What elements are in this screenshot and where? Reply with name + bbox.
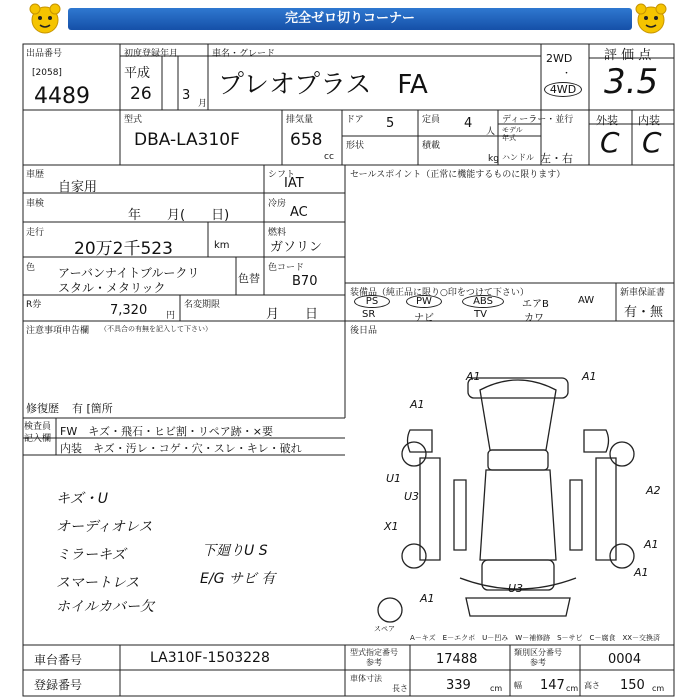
load-unit: kg: [488, 154, 499, 164]
inspector-label: 検査員 記入欄: [24, 422, 52, 444]
mark-a2: A2: [646, 484, 661, 497]
shift-value: IAT: [284, 176, 304, 191]
category-number-sub: 参考: [530, 658, 546, 667]
category-number-value: 0004: [608, 652, 642, 667]
interior-label: 内装: [638, 114, 660, 127]
capacity-label: 定員: [422, 115, 441, 125]
color-change-label: 色替: [238, 272, 260, 285]
lot-label: 出品番号: [26, 49, 63, 59]
height-label: 高さ: [584, 681, 600, 690]
inspection-label: 車検: [26, 199, 45, 209]
remark-1: キズ・U: [56, 491, 108, 507]
mark-a1-front: A1: [466, 370, 481, 383]
length-sub: 長さ: [392, 684, 408, 693]
length-value: 339: [446, 678, 471, 693]
model-label: 型式: [124, 115, 143, 125]
mileage-value: 20万2千523: [74, 239, 173, 259]
width-value: 147: [540, 678, 565, 693]
remark-5: ホイルカバー欠: [56, 599, 154, 615]
drive-2wd: 2WD: [546, 52, 573, 65]
remark-right-2: E/G サビ 有: [200, 571, 276, 587]
sales-point-label: セールスポイント（正常に機能するものに限ります）: [350, 170, 566, 180]
mark-a1-right-rear: A1: [634, 566, 649, 579]
doors-label: ドア: [346, 115, 364, 125]
mileage-unit: km: [214, 240, 230, 251]
reg-number-label: 登録番号: [34, 678, 83, 692]
recycle-value: 7,320: [110, 303, 148, 318]
length-label: 車体寸法: [350, 674, 382, 683]
recycle-unit: 円: [166, 311, 176, 321]
displacement-unit: cc: [324, 152, 334, 162]
height-unit: cm: [652, 684, 665, 693]
mark-a1-front-right: A1: [582, 370, 597, 383]
legend: A－キズ E－エクボ U－凹み W－補修跡 S－サビ C－腐食 XX－交換済: [410, 634, 661, 642]
dealer-label: ディーラー・並行: [502, 115, 574, 125]
exterior-value: C: [600, 126, 620, 159]
equipment-abs: ABS: [462, 295, 504, 308]
mark-u1: U1: [386, 472, 402, 485]
load-label: 積載: [422, 141, 441, 151]
inspection-value: 年 月( 日): [128, 208, 230, 223]
color-code-value: B70: [292, 274, 318, 289]
mark-x1: X1: [384, 520, 399, 533]
remark-3: ミラーキズ: [56, 547, 126, 563]
exterior-label: 外装: [596, 114, 618, 127]
mark-a1-rear-left: A1: [420, 592, 435, 605]
equipment-pw: PW: [406, 295, 442, 308]
lot-number: 4489: [34, 84, 90, 109]
mileage-label: 走行: [26, 228, 45, 238]
score-label: 評 価 点: [604, 48, 652, 63]
mark-u3-rear: U3: [508, 582, 524, 595]
fuel-value: ガソリン: [270, 240, 323, 255]
equipment-leather: カワ: [524, 313, 544, 324]
mark-a1-right: A1: [644, 538, 659, 551]
notes-label: 注意事項申告欄: [26, 326, 90, 336]
equipment-ps: PS: [354, 295, 390, 308]
registration-label: 初度登録年月: [124, 49, 179, 59]
notes-sub: （不具合の有無を記入して下さい）: [100, 325, 212, 333]
warranty-label: 新車保証書: [620, 288, 666, 298]
displacement-value: 658: [290, 130, 323, 150]
remark-right-1: 下廻りU S: [202, 543, 268, 559]
height-value: 150: [620, 678, 645, 693]
width-label: 幅: [514, 681, 522, 690]
registration-era: 平成: [124, 66, 151, 81]
equipment-tv: TV: [474, 309, 487, 320]
color-label: 色: [26, 263, 36, 273]
displacement-label: 排気量: [286, 115, 314, 125]
model-year-label: モデル 年式: [502, 126, 523, 142]
usage-value: 自家用: [58, 180, 98, 195]
handle-label: ハンドル: [502, 153, 534, 162]
car-name: プレオプラス FA: [218, 70, 428, 100]
type-number-value: 17488: [436, 652, 478, 667]
category-number-label: 類別区分番号: [514, 648, 562, 657]
length-unit: cm: [490, 684, 503, 693]
registration-month-unit: 月: [198, 99, 208, 109]
chassis-value: LA310F-1503228: [150, 650, 270, 666]
mark-a1-left: A1: [410, 398, 425, 411]
repair-label: 修復歴: [26, 402, 59, 415]
shape-label: 形状: [346, 141, 365, 151]
capacity-value: 4: [464, 116, 473, 131]
shift-label: シフト: [268, 170, 296, 180]
color-line2: スタル・メタリック: [58, 281, 166, 295]
name-change-value: 月 日: [266, 307, 319, 322]
capacity-unit: 人: [486, 127, 496, 137]
fuel-label: 燃料: [268, 228, 287, 238]
chassis-label: 車台番号: [34, 653, 83, 667]
equipment-label: 装備品（純正品に限り○印をつけて下さい）: [350, 288, 529, 298]
remark-2: オーディオレス: [56, 519, 153, 535]
banner-title: 完全ゼロ切りコーナー: [68, 8, 632, 30]
equipment-aw: AW: [578, 295, 595, 306]
lot-sub: [2058]: [32, 68, 62, 78]
model-value: DBA-LA310F: [134, 130, 240, 150]
remark-4: スマートレス: [56, 575, 140, 591]
doors-value: 5: [386, 116, 395, 131]
drive-dot: ・: [562, 69, 572, 79]
ac-value: AC: [290, 205, 308, 220]
repair-value: 有 [箇所: [72, 402, 113, 415]
usage-label: 車歴: [26, 170, 45, 180]
width-unit: cm: [566, 684, 579, 693]
registration-year: 26: [130, 84, 152, 104]
name-change-label: 名変期限: [184, 300, 221, 310]
mark-u3-left: U3: [404, 490, 420, 503]
ac-label: 冷房: [268, 199, 287, 209]
equipment-airbag: エアB: [522, 299, 549, 310]
handle-options: 左・右: [540, 152, 573, 165]
equipment-navi: ナビ: [414, 313, 434, 324]
car-name-label: 車名・グレード: [212, 49, 276, 59]
warranty-value: 有・無: [624, 305, 664, 320]
color-line1: アーバンナイトブルークリ: [58, 266, 200, 280]
registration-month: 3: [182, 88, 191, 103]
interior-value: C: [642, 126, 662, 159]
score-value: 3.5: [604, 62, 659, 102]
type-number-sub: 参考: [366, 658, 382, 667]
fw-row: FW キズ・飛石・ヒビ割・リペア跡・×要: [60, 425, 273, 438]
color-code-label: 色コード: [268, 263, 305, 273]
rear-seat-label: 後日品: [350, 326, 378, 336]
interior-row: 内装 キズ・汚レ・コゲ・穴・スレ・キレ・破れ: [60, 442, 302, 455]
type-number-label: 型式指定番号: [350, 648, 398, 657]
drive-4wd: 4WD: [544, 82, 582, 97]
recycle-label: R券: [26, 300, 42, 310]
spare-label: スペア: [374, 625, 395, 633]
equipment-sr: SR: [362, 309, 376, 320]
